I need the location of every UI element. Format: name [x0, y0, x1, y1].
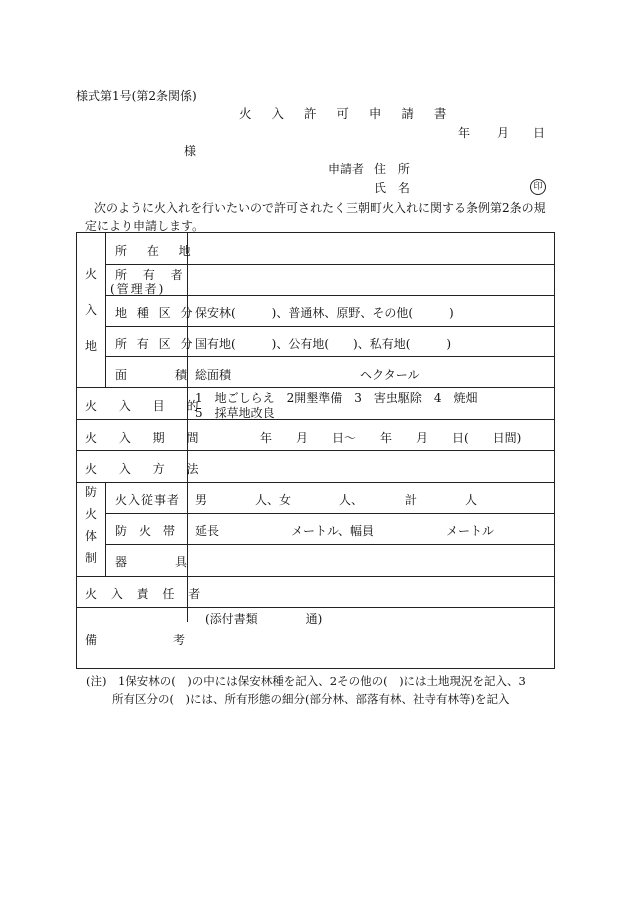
date-day: 日: [533, 126, 546, 140]
ownership-value: 国有地( )、公有地( )、私有地( ): [195, 337, 452, 351]
intro-line-2: 定により申請します。: [85, 219, 205, 233]
row-divider: [105, 513, 555, 514]
fire-group-char-2: 火: [84, 507, 97, 521]
seal-mark: 印: [530, 179, 546, 195]
applicant-label: 申請者: [328, 162, 365, 176]
fire-group-char-3: 体: [84, 529, 97, 543]
workers-value: 男 人、女 人、 計 人: [195, 493, 478, 507]
row-divider: [77, 419, 555, 420]
area-label: 面 積: [115, 368, 188, 382]
form-code: 様式第1号(第2条関係): [76, 89, 197, 103]
fire-group-char-4: 制: [84, 551, 97, 565]
document-title: 火 入 許 可 申 請 書: [239, 106, 455, 121]
purpose-line-2: 5 採草地改良: [195, 406, 275, 420]
row-divider: [105, 295, 555, 296]
footnote-line-1: (注) 1保安林の( )の中には保安林種を記入、2その他の( )には土地現況を記入、3: [86, 674, 526, 688]
purpose-line-1: 1 地ごしらえ 2開墾準備 3 害虫駆除 4 焼畑: [195, 391, 478, 405]
fire-group-char-1: 防: [84, 485, 97, 499]
attachments-note: (添付書類 通): [205, 612, 323, 626]
date-year: 年: [458, 126, 471, 140]
row-divider: [105, 326, 555, 327]
application-table: [76, 232, 555, 669]
row-divider: [77, 607, 555, 608]
intro-line-1: 次のように火入れを行いたいので許可されたく三朝町火入れに関する条例第2条の規: [94, 201, 546, 215]
tools-label: 器 具: [115, 555, 188, 569]
manager-sublabel: (管理者): [110, 282, 166, 296]
addressee-suffix: 様: [184, 144, 197, 158]
land-type-label: 地 種 区 分: [115, 306, 196, 320]
purpose-label: 火 入 目 的: [85, 399, 208, 413]
row-divider: [77, 387, 555, 388]
row-divider: [77, 450, 555, 451]
period-value: 年 月 日〜 年 月 日( 日間): [260, 431, 522, 445]
firebreak-value: 延長 メートル、幅員 メートル: [195, 524, 495, 538]
location-label: 所 在 地: [115, 244, 199, 258]
divider-fire-group: [105, 482, 106, 576]
owner-label: 所 有 者: [115, 268, 189, 282]
address-label: 住 所: [374, 162, 414, 176]
period-label: 火 入 期 間: [85, 431, 208, 445]
date-month: 月: [497, 126, 510, 140]
name-label: 氏 名: [374, 181, 414, 195]
ownership-label: 所 有 区 分: [115, 337, 196, 351]
remarks-label-1: 備: [85, 633, 98, 647]
land-group-char-1: 火: [84, 267, 97, 281]
manager-label: 火 入 責 任 者: [85, 587, 206, 601]
row-divider: [105, 264, 555, 265]
land-group-char-3: 地: [84, 339, 97, 353]
workers-label: 火入従事者: [115, 493, 181, 507]
row-divider: [105, 356, 555, 357]
row-divider: [105, 544, 555, 545]
divider-land-group: [105, 233, 106, 387]
firebreak-label: 防 火 帯: [115, 524, 176, 538]
area-unit: ヘクタール: [360, 368, 420, 382]
land-group-char-2: 入: [84, 303, 97, 317]
footnote-line-2: 所有区分の( )には、所有形態の細分(部分林、部落有林、社寺有林等)を記入: [112, 692, 510, 706]
row-divider: [77, 482, 555, 483]
divider-label-value: [187, 233, 188, 622]
method-label: 火 入 方 法: [85, 462, 208, 476]
land-type-value: 保安林( )、普通林、原野、その他( ): [195, 306, 454, 320]
area-value-prefix: 総面積: [195, 368, 232, 382]
row-divider: [77, 576, 555, 577]
remarks-label-2: 考: [173, 633, 186, 647]
